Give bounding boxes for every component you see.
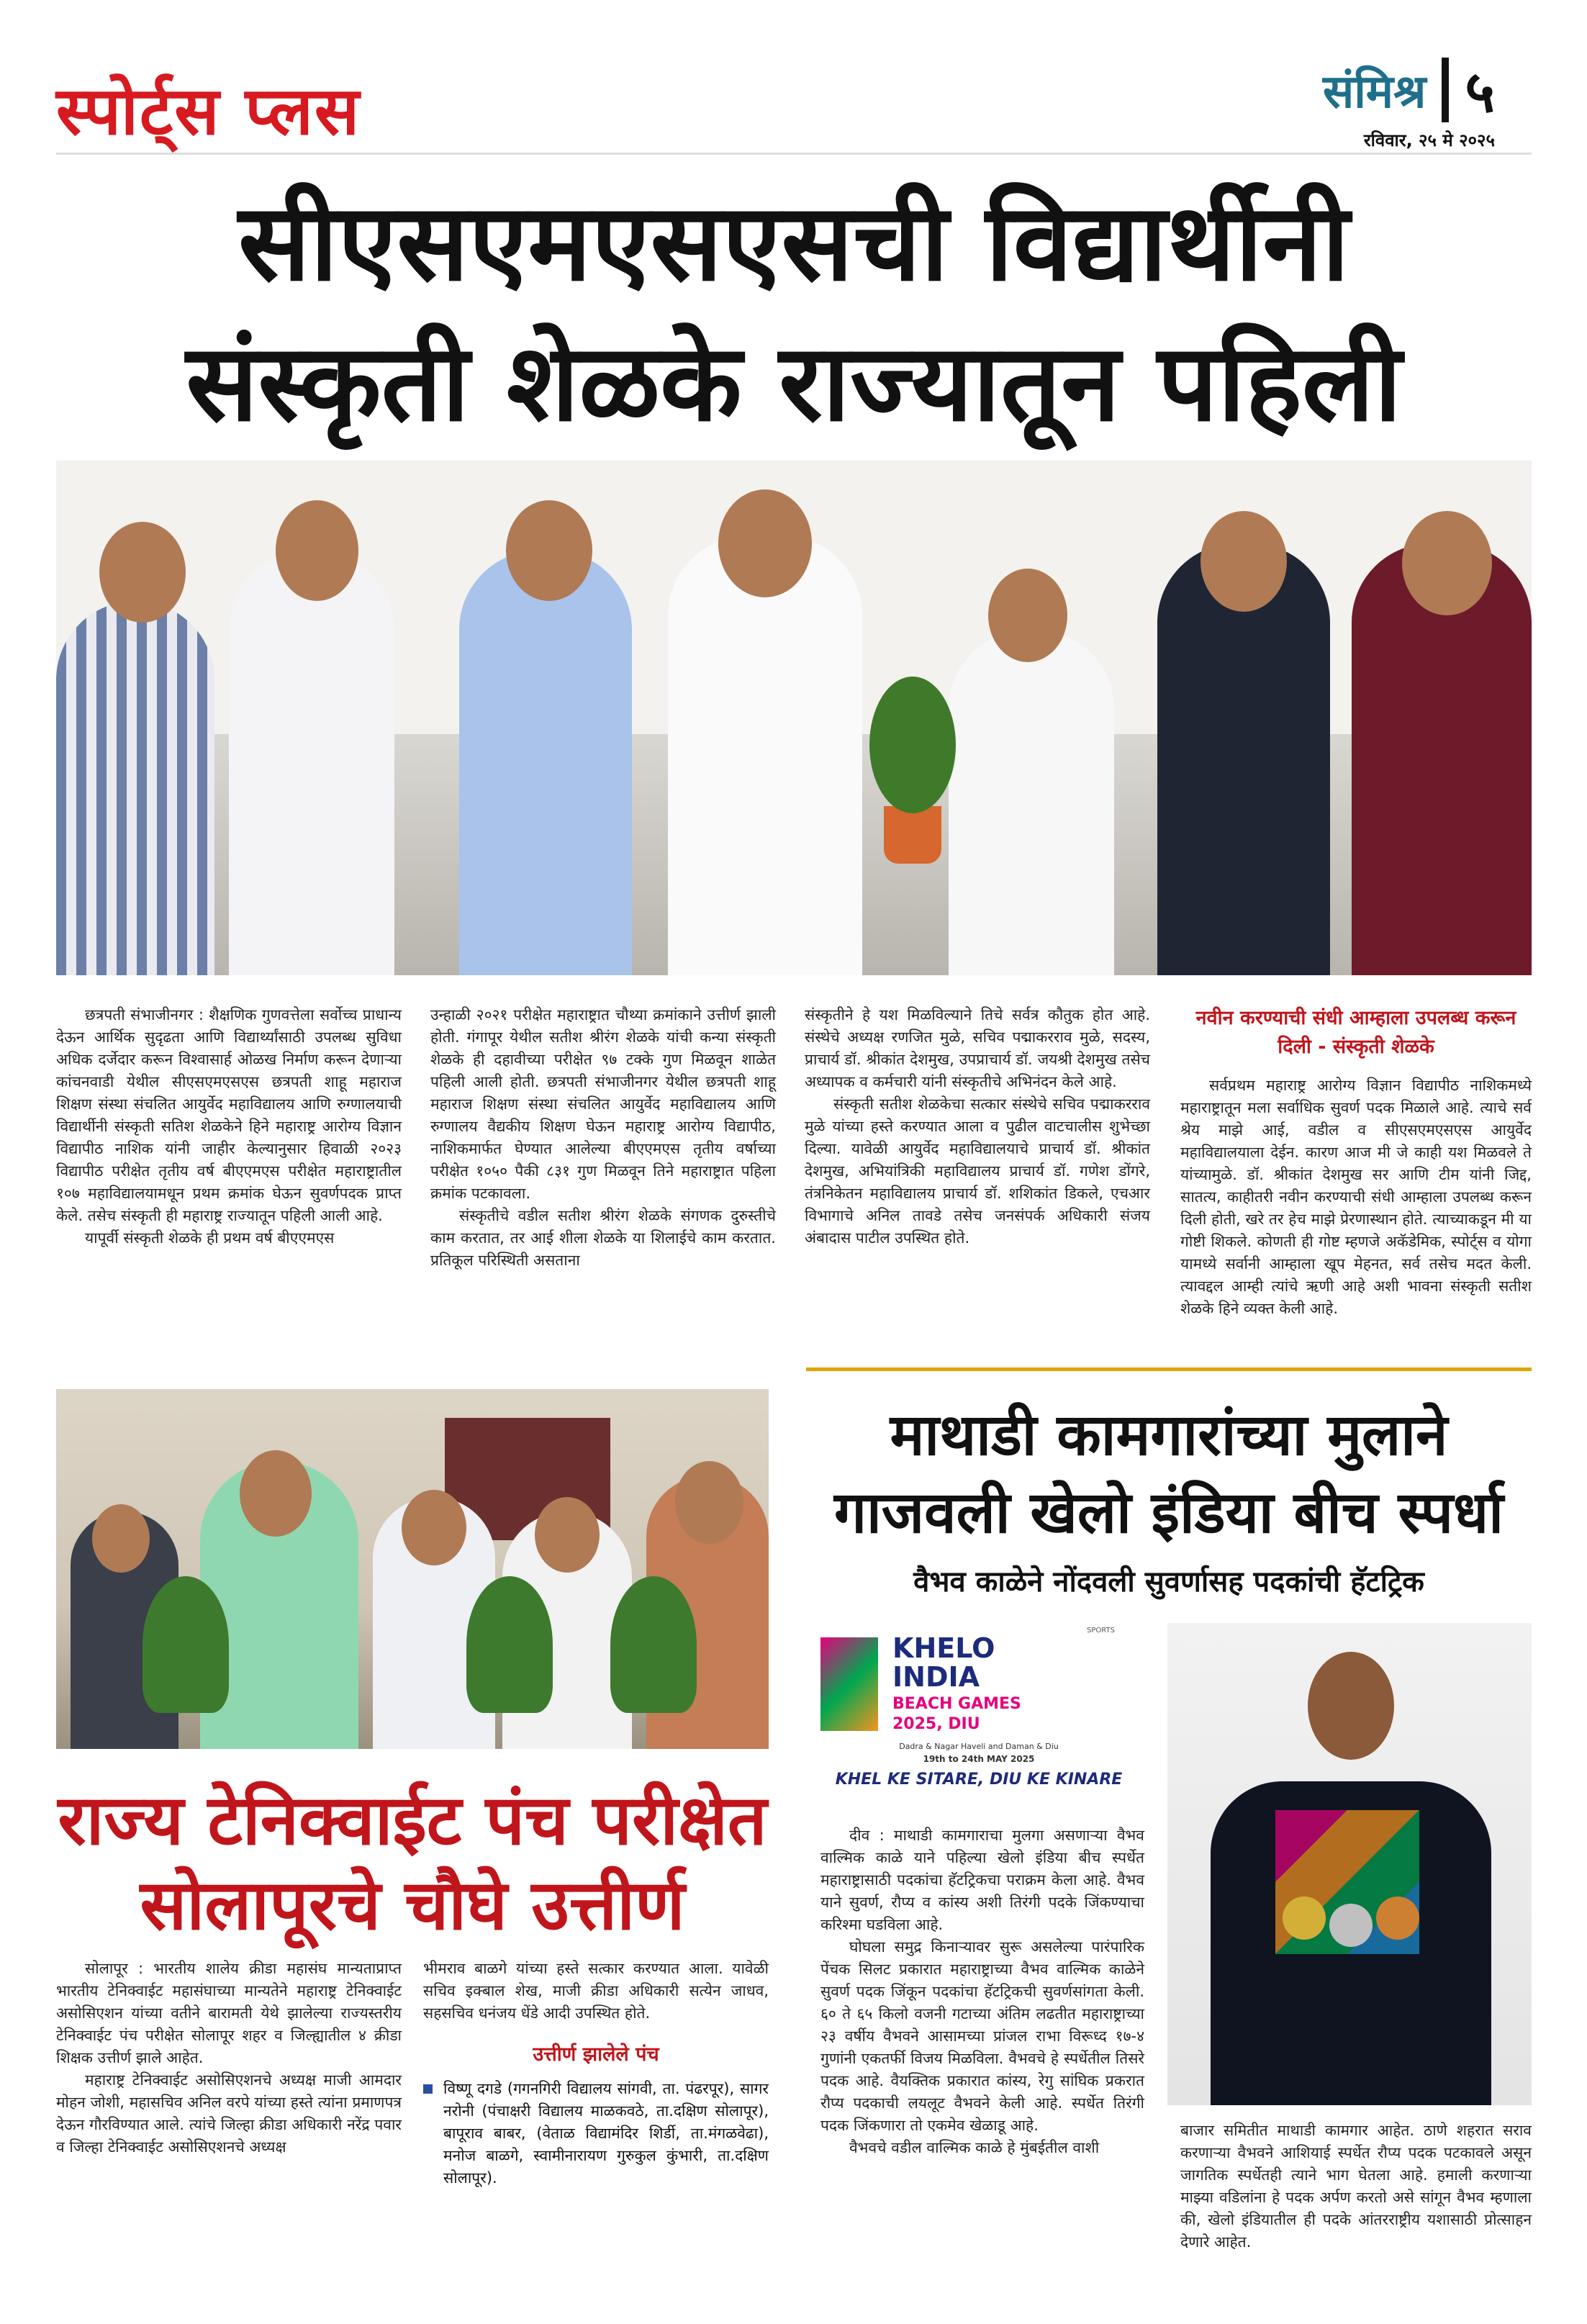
header-rule — [56, 153, 1532, 155]
story1-column-2 — [430, 1004, 776, 1272]
story3-headline-2: सोलापूरचे चौघे उत्तीर्ण — [140, 1865, 685, 1945]
story3-column-2 — [423, 1958, 769, 2189]
quote-box — [1180, 1004, 1532, 1320]
divider — [1442, 58, 1449, 122]
potted-plant — [884, 806, 941, 864]
story2-headline-1: माथाडी कामगारांच्या मुलाने — [890, 1401, 1448, 1468]
runner-icon — [820, 1637, 878, 1731]
story3-headline-1: राज्य टेनिक्वाईट पंच परीक्षेत — [58, 1780, 767, 1860]
main-headline — [56, 173, 1532, 453]
medal-icon — [1376, 1896, 1419, 1940]
page-number: ५ — [1465, 58, 1495, 125]
quote-text: सर्वप्रथम महाराष्ट्र आरोग्य विज्ञान विद्यापीठ नाशिकमध्ये महाराष्ट्रातून मला सर्वाधिक सुवर्ण पदक मिळाले आहे. त्याचे सर्व श्रेय माझे आई, वडील व सीएसएमएसएस आयुर्वेद महाविद्यालयाला देईन. कारण आज मी जे काही यश मिळवले ते यांच्यामुळे. डॉ. श्रीकांत देशमुख सर आणि टीम यांनी जिद्द, सातत्य, काहीतरी नवीन करण्याची संधी आम्हाला उपलब्ध करून दिली होती, खरे तर हेच माझे प्रेरणास्थान होते. त्याच्याकडून मी या गोष्टी शिकले. कोणती ही गोष्ट म्हणजे अकॅडेमिक, स्पोर्ट्स व योगा यामध्ये सर्वानी आम्हाला खूप मेहनत, सर्व तसेच मदत केली. त्यावद्दल आम्ही त्यांचे ऋणी आहे अशी भावना संस्कृती सतीश शेळके हिने व्यक्त केली आहे. — [1180, 1077, 1532, 1317]
story3-headline — [56, 1778, 769, 1948]
story1-column-3 — [805, 1004, 1150, 1249]
date-line: रविवार, २५ मे २०२५ — [1363, 130, 1495, 150]
paragraph: महाराष्ट्र टेनिक्वाईट असोसिएशनचे अध्यक्ष माजी आमदार मोहन जोशी, महासचिव अनिल वरपे यांच्या हस्ते त्यांना प्रमाणपत्र देऊन गौरविण्यात आले. त्यांचे जिल्हा क्रीडा अधिकारी नरेंद्र पवार व जिल्हा टेनिक्वाईट असोसिएशनचे अध्यक्ष — [56, 2071, 402, 2156]
bullet-icon — [423, 2084, 433, 2094]
section-divider — [806, 1367, 1532, 1371]
section-name: संमिश्र — [1322, 65, 1427, 119]
medal-icon — [1329, 1904, 1373, 1947]
paragraph: वैभवचे वडील वाल्मिक काळे हे मुंबईतील वाशी — [849, 2139, 1100, 2156]
felicitation-photo — [56, 461, 1532, 975]
paragraph: संस्कृती सतीश शेळकेचा सत्कार संस्थेचे सचिव पद्माकरराव मुळे यांच्या हस्ते करण्यात आला व पुढील वाटचालीस शुभेच्छा दिल्या. यावेळी आयुर्वेद महाविद्यालयाचे प्राचार्य डॉ. श्रीकांत देशमुख, अभियांत्रिकी महाविद्यालय प्राचार्य डॉ. गणेश डोंगरे, तंत्रनिकेतन महाविद्यालय प्राचार्य डॉ. शशिकांत डिकले, एचआर विभागाचे अनिल तावडे तसेच जनसंपर्क अधिकारी संजय अंबादास पाटील उपस्थित होते. — [805, 1095, 1150, 1247]
umpire-group-photo — [56, 1389, 769, 1749]
section-header — [1323, 50, 1495, 129]
medal-icon — [1283, 1896, 1326, 1940]
logo-title: KHELO INDIA — [892, 1632, 995, 1693]
paragraph: घोघला समुद्र किनाऱ्यावर सुरू असलेल्या पारंपारिक पेंचक सिलट प्रकारात महाराष्ट्राच्या वैभव वाल्मिक काळेने सुवर्ण पदक जिंकून पदकांचा हॅटट्रिकची सुवर्णसांगता केली. ६० ते ६५ किलो वजनी गटाच्या अंतिम लढतीत महाराष्ट्राच्या २३ वर्षीय वैभवने आसामच्या प्रांजल राभा विरूध्द १७-४ गुणांनी एकतर्फी विजय मिळविला. वैभवचे हे स्पर्धेतील तिसरे पदक आहे. वैयक्तिक प्रकारात कांस्य, रेगु सांघिक प्रकरात रौप्य पदकाची लयलूट वैभवने केली आहे. स्पर्धेत तिरंगी पदक जिंकणारा तो एकमेव खेळाडू आहे. — [820, 1938, 1144, 2134]
story3-column-1 — [56, 1958, 402, 2158]
paragraph: दीव : माथाडी कामगाराचा मुलगा असणाऱ्या वैभव वाल्मिक काळे याने पहिल्या खेलो इंडिया बीच स्पर्धेत महाराष्ट्रासाठी पदकांचा हॅटट्रिकचा पराक्रम केला आहे. वैभव याने सुवर्ण, रौप्य व कांस्य अशी तिरंगी पदके जिंकण्याचा करिश्मा घडविला आहे. — [820, 1827, 1144, 1933]
paragraph: उन्हाळी २०२१ परीक्षेत महाराष्ट्रात चौथ्या क्रमांकाने उत्तीर्ण झाली होती. गंगापूर येथील सतीश श्रीरंग शेळके यांची कन्या संस्कृती शेळके ही दहावीच्या परीक्षेत ९७ टक्के गुण मिळवून शाळेत पहिली आली होती. छत्रपती संभाजीनगर येथील छत्रपती शाहू महाराज शिक्षण संस्था संचलित आयुर्वेद महाविद्यालय आणि रुग्णालय वैद्यकीय शिक्षण घेऊन महाराष्ट्र आरोग्य विद्यापीठ, नाशिकमार्फत घेण्यात आलेल्या बीएएमएस तृतीय वर्षाच्या परीक्षेत १०५० पैकी ८३१ गुण मिळवून तिने महाराष्ट्रात पहिला क्रमांक पटकावला. — [430, 1006, 776, 1202]
story2-column-1 — [820, 1825, 1144, 2159]
paragraph: छत्रपती संभाजीनगर : शैक्षणिक गुणवत्तेला सर्वोच्च प्राधान्य देऊन आर्थिक सुदृढता आणि विद्यार्थ्यांसाठी उपलब्ध सुविधा अधिक दर्जेदार करून विश्वासार्ह ओळख निर्माण करून देणाऱ्या कांचनवाडी येथील सीएसएमएसएस छत्रपती शाहू महाराज शिक्षण संस्था संचलित आयुर्वेद महाविद्यालय आणि रुग्णालयाची विद्यार्थीनी संस्कृती सतिश शेळकेने हिने महाराष्ट्र आरोग्य विज्ञान विद्यापीठ नाशिक यांनी जाहीर केल्यानुसार हिवाळी २०२३ विद्यापीठ परीक्षेत तृतीय वर्ष बीएएमएस परीक्षेत महाराष्ट्रातील १०७ महाविद्यालयामधून प्रथम क्रमांक घेऊन सुवर्णपदक प्राप्त केले. तसेच संस्कृती ही महाराष्ट्र राज्यातून पहिली आली आहे. — [56, 1006, 402, 1224]
khelo-india-logo: KHELO INDIA SPORTS BEACH GAMES 2025, DIU Dadra & Nagar Haveli and Daman & Diu 19th to 24th MAY 2025 KHEL KE SITARE, DIU KE KINARE — [820, 1623, 1137, 1796]
umpire-list: विष्णू दगडे (गगनगिरी विद्यालय सांगवी, ता. पंढरपूर), सागर नरोनी (पंचाक्षरी विद्यालय माळकवठे, ता.दक्षिण सोलापूर), बापूराव बाबर, (वेताळ विद्यामंदिर शिर्डी, ता.मंगळवेढा), मनोज बाळगे, स्वामीनारायण गुरुकुल कुंभारी, ता.दक्षिण सोलापूर). — [423, 2078, 769, 2189]
quote-title: नवीन करण्याची संधी आम्हाला उपलब्ध करून दिली - संस्कृती शेळके — [1195, 1007, 1516, 1058]
story2-column-2 — [1180, 2120, 1532, 2253]
paragraph: भीमराव बाळगे यांच्या हस्ते सत्कार करण्यात आला. यावेळी सचिव इक्बाल शेख, माजी क्रीडा अधिकारी सत्येन जाधव, सहसचिव धनंजय धेंडे आदी उपस्थित होते. — [423, 1960, 769, 2022]
brand-logo: स्पोर्ट्स प्लस — [56, 73, 361, 150]
athlete-photo — [1167, 1623, 1532, 2105]
paragraph: संस्कृतीचे वडील सतीश श्रीरंग शेळके संगणक दुरुस्तीचे काम करतात, तर आई शीला शेळके या शिलाईचे काम करतात. प्रतिकूल परिस्थिती असताना — [430, 1207, 776, 1269]
paragraph: यापूर्वी संस्कृती शेळके ही प्रथम वर्ष बीएएमएस — [85, 1229, 335, 1247]
headline-line-2: संस्कृती शेळके राज्यातून पहिली — [186, 321, 1402, 445]
paragraph: बाजार समितीत माथाडी कामगार आहेत. ठाणे शहरात सराव करणाऱ्या वैभवने आशियाई स्पर्धेत रौप्य पदक पटकावले असून जागतिक स्पर्धेतही त्याने भाग घेतला आहे. हमाली करणाऱ्या माझ्या वडिलांना हे पदक अर्पण करतो असे सांगून वैभव म्हणाला की, खेलो इंडियातील ही पदके आंतरराष्ट्रीय यशासाठी प्रोत्साहन देणारे आहेत. — [1180, 2122, 1532, 2251]
umpire-list-title: उत्तीर्ण झालेले पंच — [533, 2043, 659, 2066]
paragraph: संस्कृतीने हे यश मिळविल्याने तिचे सर्वत्र कौतुक होत आहे. संस्थेचे अध्यक्ष रणजित मुळे, सचिव पद्माकरराव मुळे, सदस्य, प्राचार्य डॉ. श्रीकांत देशमुख, उपप्राचार्य डॉ. जयश्री देशमुख तसेच अध्यापक व कर्मचारी यांनी संस्कृतीचे अभिनंदन केले आहे. — [805, 1006, 1150, 1090]
headline-line-1: सीएसएमएसएसची विद्यार्थीनी — [238, 181, 1349, 304]
story2-headline-2: गाजवली खेलो इंडिया बीच स्पर्धा — [834, 1479, 1504, 1546]
story1-column-1 — [56, 1004, 402, 1249]
paragraph: सोलापूर : भारतीय शालेय क्रीडा महासंघ मान्यताप्राप्त भारतीय टेनिक्वाईट महासंघाच्या मान्यतेने महाराष्ट्र टेनिक्वाईट असोसिएशन यांच्या वतीने बारामती येथे झालेल्या राज्यस्तरीय टेनिक्वाईट पंच परीक्षेत सोलापूर शहर व जिल्ह्यातील ४ क्रीडा शिक्षक उत्तीर्ण झाले आहेत. — [56, 1960, 402, 2066]
story2-subheadline: वैभव काळेने नोंदवली सुवर्णासह पदकांची हॅटट्रिक — [913, 1565, 1424, 1599]
story2-header — [806, 1396, 1532, 1600]
